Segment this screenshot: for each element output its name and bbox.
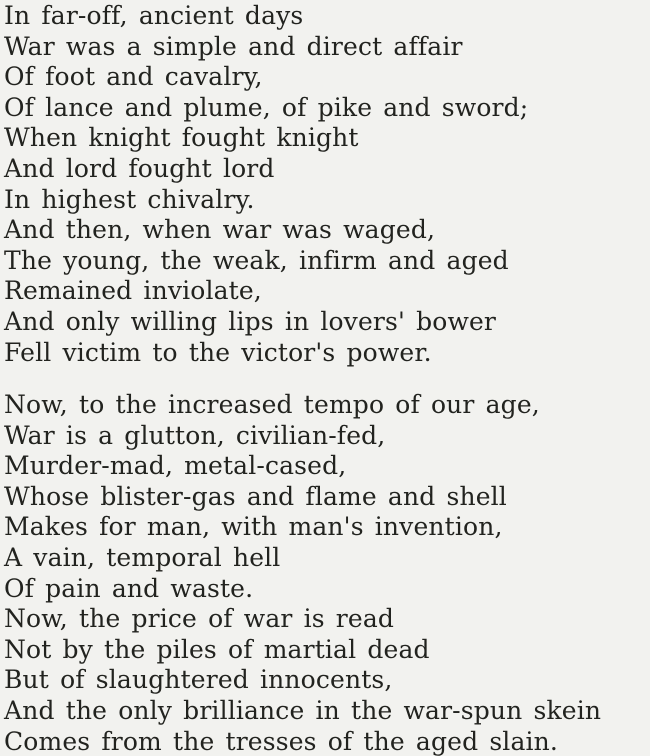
- poem-line: When knight fought knight: [4, 123, 359, 153]
- poem-line: And then, when war was waged,: [4, 215, 436, 245]
- poem-line: The young, the weak, infirm and aged: [4, 245, 509, 275]
- poem-line: In highest chivalry.: [4, 184, 255, 214]
- poem-line: Murder-mad, metal-cased,: [4, 451, 347, 481]
- poem-line: Of foot and cavalry,: [4, 62, 263, 92]
- poem-line: Remained inviolate,: [4, 276, 262, 306]
- poem-line: A vain, temporal hell: [4, 542, 281, 572]
- poem-line: And only willing lips in lovers' bower: [4, 306, 497, 336]
- stanza-1: [4, 1, 528, 368]
- poem-line: In far-off, ancient days: [4, 1, 304, 30]
- poem-line: Fell victim to the victor's power.: [4, 337, 432, 367]
- poem-line: Not by the piles of martial dead: [4, 634, 430, 664]
- poem-line: Of lance and plume, of pike and sword;: [4, 92, 529, 122]
- stanza-2: [4, 390, 601, 756]
- poem-line: Now, to the increased tempo of our age,: [4, 390, 540, 419]
- poem-line: And lord fought lord: [4, 153, 275, 183]
- poem-line: War is a glutton, civilian-fed,: [4, 420, 386, 450]
- poem-line: Of pain and waste.: [4, 573, 254, 603]
- poem-line: And the only brilliance in the war-spun skein: [4, 695, 602, 725]
- poem-line: Makes for man, with man's invention,: [4, 512, 503, 542]
- poem-line: Whose blister-gas and flame and shell: [4, 481, 507, 511]
- poem-line: War was a simple and direct affair: [4, 31, 463, 61]
- poem-line: Comes from the tresses of the aged slain.: [4, 726, 558, 756]
- poem-line: Now, the price of war is read: [4, 604, 395, 634]
- poem-line: But of slaughtered innocents,: [4, 665, 393, 695]
